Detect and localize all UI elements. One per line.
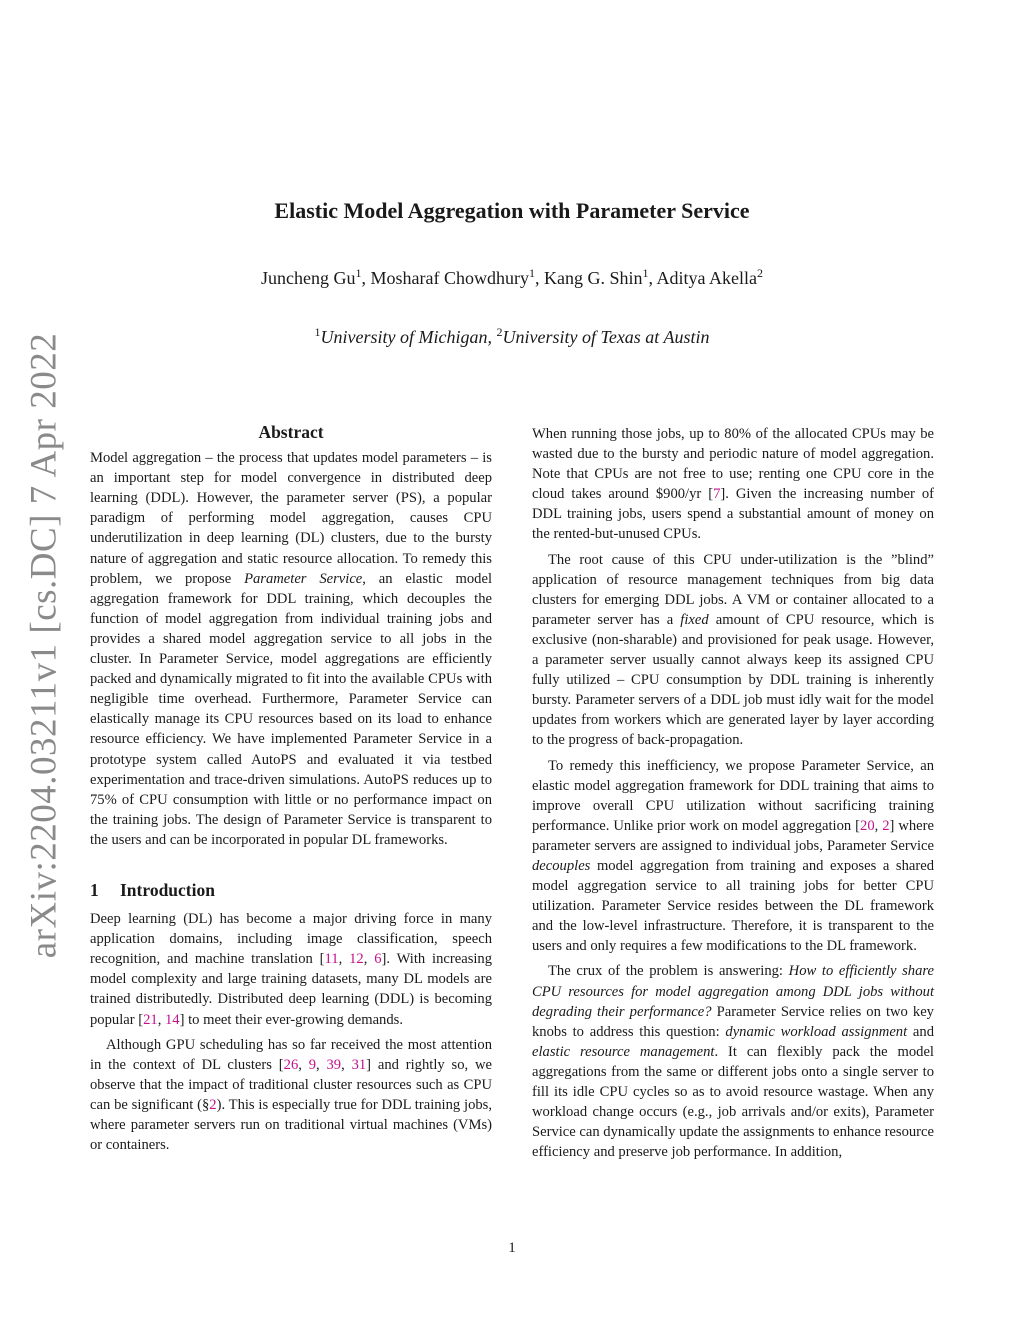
paragraph: When running those jobs, up to 80% of the allocated CPUs may be wasted due to the bursty and periodic nature of model aggregation. Note that CPUs are not free to use; renting one CPU core in the cloud takes around $900/yr [7]. Given the increasing number of DDL training jobs, users spend a substantial amount of money on the rented-but-unused CPUs.	[532, 426, 934, 543]
paragraph: The crux of the problem is answering: How to efficiently share CPU resources for model aggregation among DDL jobs without degrading their performance? Parameter Service relies on two key knobs to address this question: dynamic workload assignment and elastic resource management. It can flexibly pack the model aggregations from the same or different jobs onto a single server to fill its idle CPU cycles so as to avoid resource wastage. When any workload change occurs (e.g., job arrivals and/or exits), Parameter Service can dynamically update the assignments to enhance resource efficiency and preserve job performance. In addition,	[532, 963, 934, 1161]
citation-link[interactable]: 14	[164, 1011, 180, 1028]
abstract-heading: Abstract	[258, 422, 324, 442]
author-name: Mosharaf Chowdhury	[370, 268, 529, 288]
citation-link[interactable]: 31	[351, 1056, 367, 1073]
affiliation-mark: 2	[496, 325, 503, 339]
arxiv-identifier: arXiv:2204.03211v1 [cs.DC] 7 Apr 2022	[23, 332, 65, 958]
citation-link[interactable]: 12	[349, 951, 364, 968]
author-name: Aditya Akella	[656, 268, 757, 288]
citation-link[interactable]: 2	[882, 817, 890, 834]
citation-link[interactable]: 11	[324, 951, 339, 968]
left-column	[90, 422, 492, 1155]
paper-title: Elastic Model Aggregation with Parameter Service	[274, 198, 750, 223]
section-link[interactable]: 2	[209, 1096, 217, 1113]
right-column	[532, 424, 934, 1162]
affiliation-mark: 1	[314, 325, 321, 339]
citation-link[interactable]: 7	[713, 486, 721, 503]
affiliation-name: University of Texas at Austin	[502, 327, 710, 347]
abstract-body: Model aggregation – the process that updates model parameters – is an important step for model convergence in distributed deep learning (DDL). However, the parameter server (PS), a popular paradigm of performing model aggregation, causes CPU underutilization in deep learning (DL) clusters, due to the bursty nature of aggregation and static resource allocation. To remedy this problem, we propose Parameter Service, an elastic model aggregation framework for DDL training, which decouples the function of model aggregation from individual training jobs and provides a shared model aggregation service to all jobs in the cluster. In Parameter Service, model aggregations are efficiently packed and dynamically migrated to fit into the available CPUs with negligible time overhead. Furthermore, Parameter Service can elastically manage its CPU resources based on its load to enhance resource efficiency. We have implemented Parameter Service in a prototype system called AutoPS and evaluated it via testbed experimentation and trace-driven simulations. AutoPS reduces up to 75% of CPU consumption with little or no performance impact on the training jobs. The design of Parameter Service is transparent to the users and can be incorporated in popular DL frameworks.	[90, 450, 493, 848]
citation-link[interactable]: 20	[860, 817, 875, 834]
affiliation-mark: 1	[528, 266, 535, 280]
citation-link[interactable]: 9	[308, 1056, 317, 1073]
citation-link[interactable]: 21	[143, 1011, 158, 1028]
citation-link[interactable]: 26	[283, 1056, 299, 1073]
affiliation-mark: 2	[756, 266, 763, 280]
citation-link[interactable]: 6	[374, 951, 382, 968]
affiliations	[0, 327, 1024, 348]
section-title: Introduction	[120, 879, 215, 900]
affiliation-name: University of Michigan,	[320, 327, 497, 347]
section-heading-introduction	[90, 880, 492, 900]
author-name: Kang G. Shin	[543, 268, 643, 288]
paragraph: Deep learning (DL) has become a major driving force in many application domains, including image classification, speech recognition, and machine translation [11, 12, 6]. With increasing model complexity and large training datasets, many DL models are trained distributedly. Distributed deep learning (DDL) is becoming popular [21, 14] to meet their ever-growing demands.	[90, 911, 493, 1028]
author-list: Juncheng Gu$^1$, Mosharaf Chowdhury$^1$, Kang G. Shin$^1$, Aditya Akella$^2$	[261, 266, 763, 288]
affiliation-mark: 1	[355, 266, 362, 280]
paragraph: Although GPU scheduling has so far received the most attention in the context of DL clusters [26, 9, 39, 31] and rightly so, we observe that the impact of traditional cluster resources such as CPU can be significant (§2). This is especially true for DDL training jobs, where parameter servers run on traditional virtual machines (VMs) or containers.	[90, 1036, 493, 1154]
citation-link[interactable]: 39	[326, 1056, 342, 1073]
section-number: 1	[90, 879, 99, 900]
arxiv-sidebar	[18, 332, 70, 958]
paragraph: To remedy this inefficiency, we propose Parameter Service, an elastic model aggregation framework for DDL training that aims to improve overall CPU utilization without sacrificing training performance. Unlike prior work on model aggregation [20, 2] where parameter servers are assigned to individual jobs, Parameter Service decouples model aggregation from training and exposes a shared model aggregation service to all training jobs for better CPU utilization. Parameter Service resides between the DL framework and the low-level infrastructure. Therefore, it is transparent to the users and only requires a few modifications to the DL framework.	[532, 757, 934, 955]
affiliation-mark: 1	[642, 266, 649, 280]
author-name: Juncheng Gu	[261, 268, 356, 288]
paragraph: The root cause of this CPU under-utilization is the ”blind” application of resource management techniques from big data clusters for emerging DDL jobs. A VM or container allocated to a parameter server has a fixed amount of CPU resource, which is exclusive (non-sharable) and provisioned for peak usage. However, a parameter server usually cannot always keep its assigned CPU fully utilized – CPU consumption by DDL training is inherently bursty. Parameter servers of a DDL job must idly wait for the model updates from workers which are generated layer by layer according to the progress of back-propagation.	[532, 551, 934, 749]
page-number: 1	[508, 1240, 516, 1256]
